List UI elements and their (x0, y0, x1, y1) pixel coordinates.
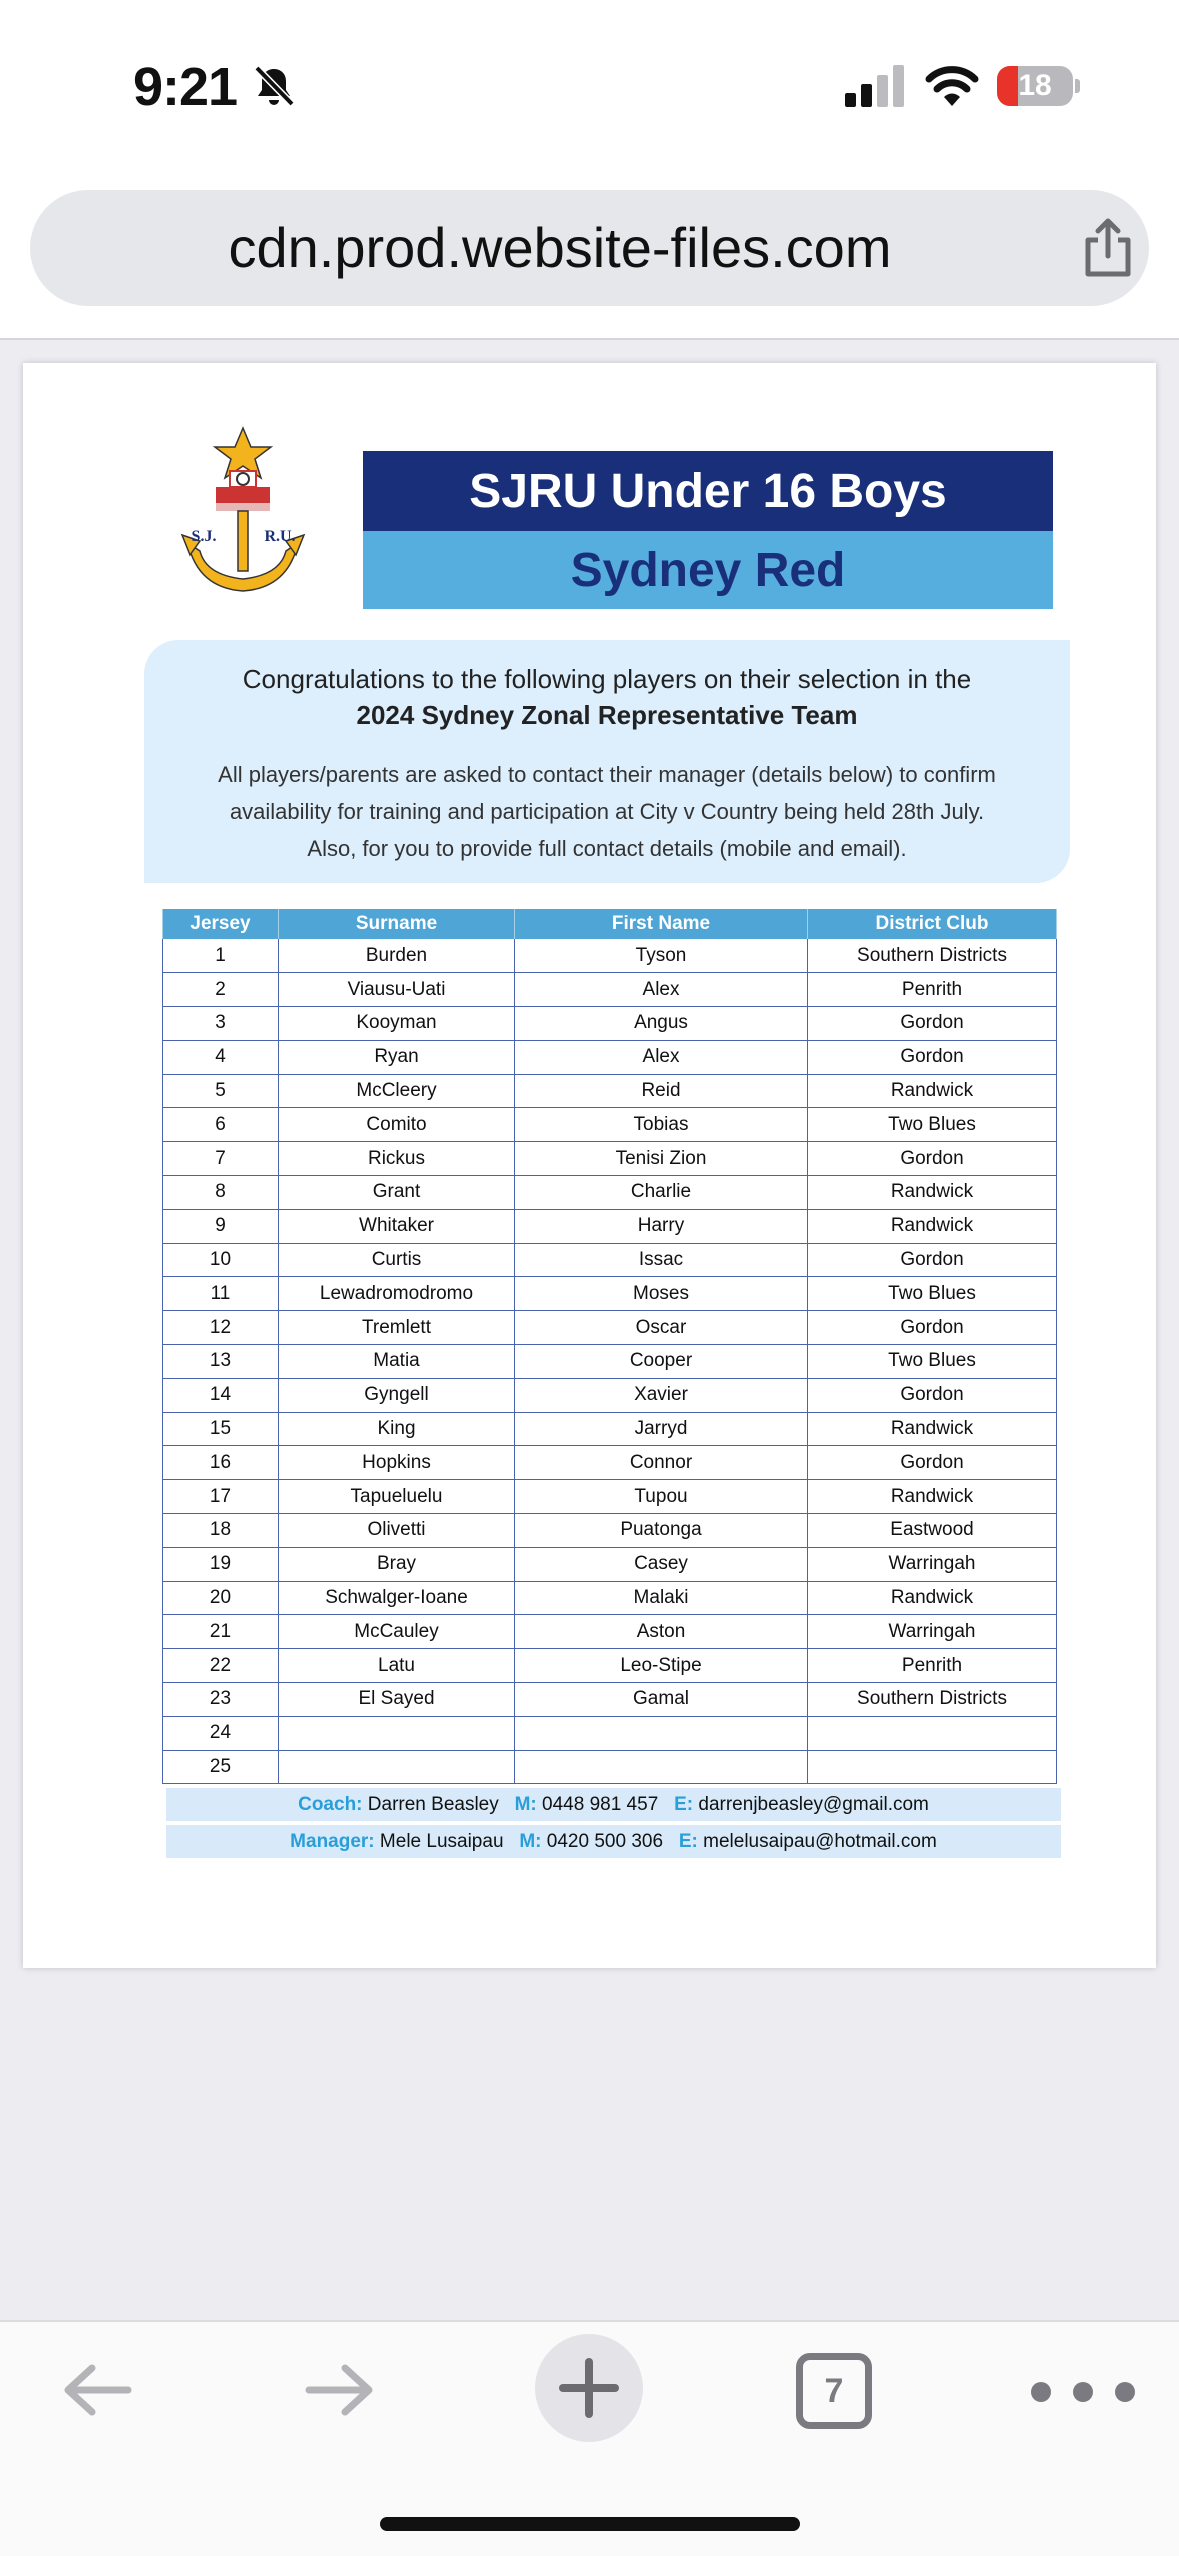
jersey-cell: 22 (163, 1649, 279, 1683)
surname-cell: Burden (279, 939, 515, 973)
surname-cell: Olivetti (279, 1514, 515, 1548)
surname-cell: Viausu-Uati (279, 973, 515, 1007)
district-club-cell: Randwick (808, 1412, 1057, 1446)
jersey-cell: 11 (163, 1277, 279, 1311)
table-row (163, 1683, 1057, 1717)
status-time: 9:21 (133, 57, 238, 117)
table-row (163, 1581, 1057, 1615)
table-row (163, 1007, 1057, 1041)
district-club-cell: Warringah (808, 1547, 1057, 1581)
browser-address-area (0, 175, 1179, 340)
coach-name: Darren Beasley (367, 1794, 499, 1815)
table-row (163, 1750, 1057, 1784)
first-name-cell: Aston (515, 1615, 808, 1649)
instruction-line: All players/parents are asked to contact their manager (details below) to confirm (218, 762, 996, 787)
coach-mobile-label: M: (514, 1794, 537, 1815)
district-club-cell: Penrith (808, 973, 1057, 1007)
district-club-cell (808, 1750, 1057, 1784)
first-name-cell: Charlie (515, 1176, 808, 1210)
table-row (163, 1209, 1057, 1243)
team-name: Sydney Red (363, 531, 1053, 609)
district-club-cell: Two Blues (808, 1277, 1057, 1311)
coach-email-label: E: (674, 1794, 694, 1815)
surname-cell: Rickus (279, 1142, 515, 1176)
surname-cell: El Sayed (279, 1683, 515, 1717)
battery-level: 18 (1018, 69, 1052, 102)
share-icon[interactable] (1080, 218, 1136, 278)
notice-line: Congratulations to the following players on their selection in the (242, 664, 972, 694)
first-name-cell: Jarryd (515, 1412, 808, 1446)
jersey-cell: 23 (163, 1683, 279, 1717)
first-name-cell: Tyson (515, 939, 808, 973)
manager-email-label: E: (678, 1831, 698, 1852)
surname-cell: Curtis (279, 1243, 515, 1277)
notice-instructions (144, 756, 1070, 867)
district-club-cell: Eastwood (808, 1514, 1057, 1548)
table-row (163, 1716, 1057, 1750)
district-club-cell: Randwick (808, 1074, 1057, 1108)
first-name-cell: Gamal (515, 1683, 808, 1717)
table-row (163, 1277, 1057, 1311)
table-row (163, 1311, 1057, 1345)
first-name-cell: Oscar (515, 1311, 808, 1345)
address-bar[interactable] (30, 190, 1149, 306)
jersey-cell: 10 (163, 1243, 279, 1277)
manager-contact (166, 1825, 1061, 1858)
surname-cell: Matia (279, 1345, 515, 1379)
jersey-cell: 15 (163, 1412, 279, 1446)
sjru-logo (168, 423, 318, 603)
first-name-cell: Harry (515, 1209, 808, 1243)
first-name-cell: Alex (515, 973, 808, 1007)
manager-name: Mele Lusaipau (379, 1831, 504, 1852)
table-row (163, 939, 1057, 973)
instruction-line: availability for training and participation at City v Country being held 28th July. (229, 799, 985, 824)
district-club-cell: Two Blues (808, 1108, 1057, 1142)
first-name-cell: Tupou (515, 1480, 808, 1514)
surname-cell: Hopkins (279, 1446, 515, 1480)
jersey-cell: 18 (163, 1514, 279, 1548)
notice-team: 2024 Sydney Zonal Representative Team (356, 700, 858, 730)
table-row (163, 1514, 1057, 1548)
jersey-cell: 19 (163, 1547, 279, 1581)
surname-cell: Bray (279, 1547, 515, 1581)
first-name-cell: Puatonga (515, 1514, 808, 1548)
table-header-row (163, 909, 1057, 939)
coach-contact (166, 1788, 1061, 1821)
district-club-cell: Randwick (808, 1176, 1057, 1210)
first-name-cell: Issac (515, 1243, 808, 1277)
surname-cell: McCauley (279, 1615, 515, 1649)
first-name-cell: Tobias (515, 1108, 808, 1142)
jersey-cell: 24 (163, 1716, 279, 1750)
jersey-cell: 20 (163, 1581, 279, 1615)
table-row (163, 1176, 1057, 1210)
manager-email[interactable]: melelusaipau@hotmail.com (703, 1831, 937, 1852)
table-row (163, 1547, 1057, 1581)
district-club-cell: Southern Districts (808, 939, 1057, 973)
column-header: District Club (808, 909, 1057, 939)
district-club-cell: Warringah (808, 1615, 1057, 1649)
document-page (23, 363, 1156, 1968)
document-title: SJRU Under 16 Boys (363, 451, 1053, 531)
surname-cell: Kooyman (279, 1007, 515, 1041)
roster-table (162, 909, 1057, 1784)
surname-cell: Comito (279, 1108, 515, 1142)
surname-cell: Whitaker (279, 1209, 515, 1243)
first-name-cell: Leo-Stipe (515, 1649, 808, 1683)
first-name-cell: Casey (515, 1547, 808, 1581)
jersey-cell: 6 (163, 1108, 279, 1142)
instruction-line: Also, for you to provide full contact details (mobile and email). (307, 836, 907, 861)
jersey-cell: 21 (163, 1615, 279, 1649)
first-name-cell: Angus (515, 1007, 808, 1041)
surname-cell: Gyngell (279, 1378, 515, 1412)
manager-mobile: 0420 500 306 (546, 1831, 664, 1852)
jersey-cell: 3 (163, 1007, 279, 1041)
jersey-cell: 25 (163, 1750, 279, 1784)
svg-text:S.J.: S.J. (191, 528, 217, 545)
jersey-cell: 16 (163, 1446, 279, 1480)
coach-email[interactable]: darrenjbeasley@gmail.com (698, 1794, 929, 1815)
first-name-cell: Moses (515, 1277, 808, 1311)
jersey-cell: 13 (163, 1345, 279, 1379)
surname-cell: Latu (279, 1649, 515, 1683)
table-row (163, 1378, 1057, 1412)
column-header: First Name (515, 909, 808, 939)
district-club-cell: Gordon (808, 1007, 1057, 1041)
first-name-cell: Xavier (515, 1378, 808, 1412)
table-row (163, 1480, 1057, 1514)
surname-cell (279, 1750, 515, 1784)
coach-label: Coach: (298, 1794, 363, 1815)
url-text[interactable]: cdn.prod.website-files.com (228, 216, 892, 279)
more-icon[interactable] (1023, 2377, 1143, 2407)
district-club-cell: Gordon (808, 1040, 1057, 1074)
surname-cell: Grant (279, 1176, 515, 1210)
table-row (163, 1040, 1057, 1074)
district-club-cell (808, 1716, 1057, 1750)
district-club-cell: Gordon (808, 1378, 1057, 1412)
surname-cell: King (279, 1412, 515, 1446)
district-club-cell: Gordon (808, 1243, 1057, 1277)
new-tab-button[interactable] (535, 2334, 643, 2442)
district-club-cell: Randwick (808, 1209, 1057, 1243)
first-name-cell: Tenisi Zion (515, 1142, 808, 1176)
district-club-cell: Gordon (808, 1311, 1057, 1345)
table-row (163, 1142, 1057, 1176)
home-indicator[interactable] (380, 2517, 800, 2531)
column-header: Surname (279, 909, 515, 939)
district-club-cell: Southern Districts (808, 1683, 1057, 1717)
district-club-cell: Randwick (808, 1480, 1057, 1514)
district-club-cell: Gordon (808, 1446, 1057, 1480)
first-name-cell: Reid (515, 1074, 808, 1108)
jersey-cell: 2 (163, 973, 279, 1007)
first-name-cell (515, 1716, 808, 1750)
jersey-cell: 1 (163, 939, 279, 973)
jersey-cell: 4 (163, 1040, 279, 1074)
jersey-cell: 7 (163, 1142, 279, 1176)
surname-cell: Ryan (279, 1040, 515, 1074)
surname-cell (279, 1716, 515, 1750)
surname-cell: Schwalger-Ioane (279, 1581, 515, 1615)
signal-icon (843, 65, 907, 107)
tabs-icon[interactable]: 7 (796, 2353, 872, 2429)
plus-icon (535, 2334, 643, 2442)
selection-notice (144, 640, 1070, 883)
table-row (163, 1243, 1057, 1277)
manager-label: Manager: (290, 1831, 375, 1852)
table-row (163, 1108, 1057, 1142)
district-club-cell: Two Blues (808, 1345, 1057, 1379)
surname-cell: Tapueluelu (279, 1480, 515, 1514)
svg-text:R.U.: R.U. (264, 528, 296, 545)
forward-arrow-icon[interactable] (303, 2360, 379, 2420)
column-header: Jersey (163, 909, 279, 939)
jersey-cell: 12 (163, 1311, 279, 1345)
table-row (163, 1446, 1057, 1480)
wifi-icon (925, 64, 979, 108)
back-arrow-icon[interactable] (58, 2360, 134, 2420)
first-name-cell: Connor (515, 1446, 808, 1480)
status-bar (0, 0, 1179, 175)
district-club-cell: Penrith (808, 1649, 1057, 1683)
jersey-cell: 17 (163, 1480, 279, 1514)
district-club-cell: Gordon (808, 1142, 1057, 1176)
surname-cell: Lewadromodromo (279, 1277, 515, 1311)
first-name-cell: Cooper (515, 1345, 808, 1379)
first-name-cell: Malaki (515, 1581, 808, 1615)
jersey-cell: 5 (163, 1074, 279, 1108)
battery-icon (997, 66, 1081, 106)
table-row (163, 1345, 1057, 1379)
table-row (163, 1074, 1057, 1108)
table-row (163, 1649, 1057, 1683)
bell-slash-icon (252, 64, 296, 108)
manager-mobile-label: M: (519, 1831, 542, 1852)
district-club-cell: Randwick (808, 1581, 1057, 1615)
first-name-cell (515, 1750, 808, 1784)
jersey-cell: 8 (163, 1176, 279, 1210)
jersey-cell: 9 (163, 1209, 279, 1243)
table-row (163, 1412, 1057, 1446)
coach-mobile: 0448 981 457 (542, 1794, 659, 1815)
surname-cell: McCleery (279, 1074, 515, 1108)
table-row (163, 1615, 1057, 1649)
jersey-cell: 14 (163, 1378, 279, 1412)
surname-cell: Tremlett (279, 1311, 515, 1345)
table-row (163, 973, 1057, 1007)
first-name-cell: Alex (515, 1040, 808, 1074)
